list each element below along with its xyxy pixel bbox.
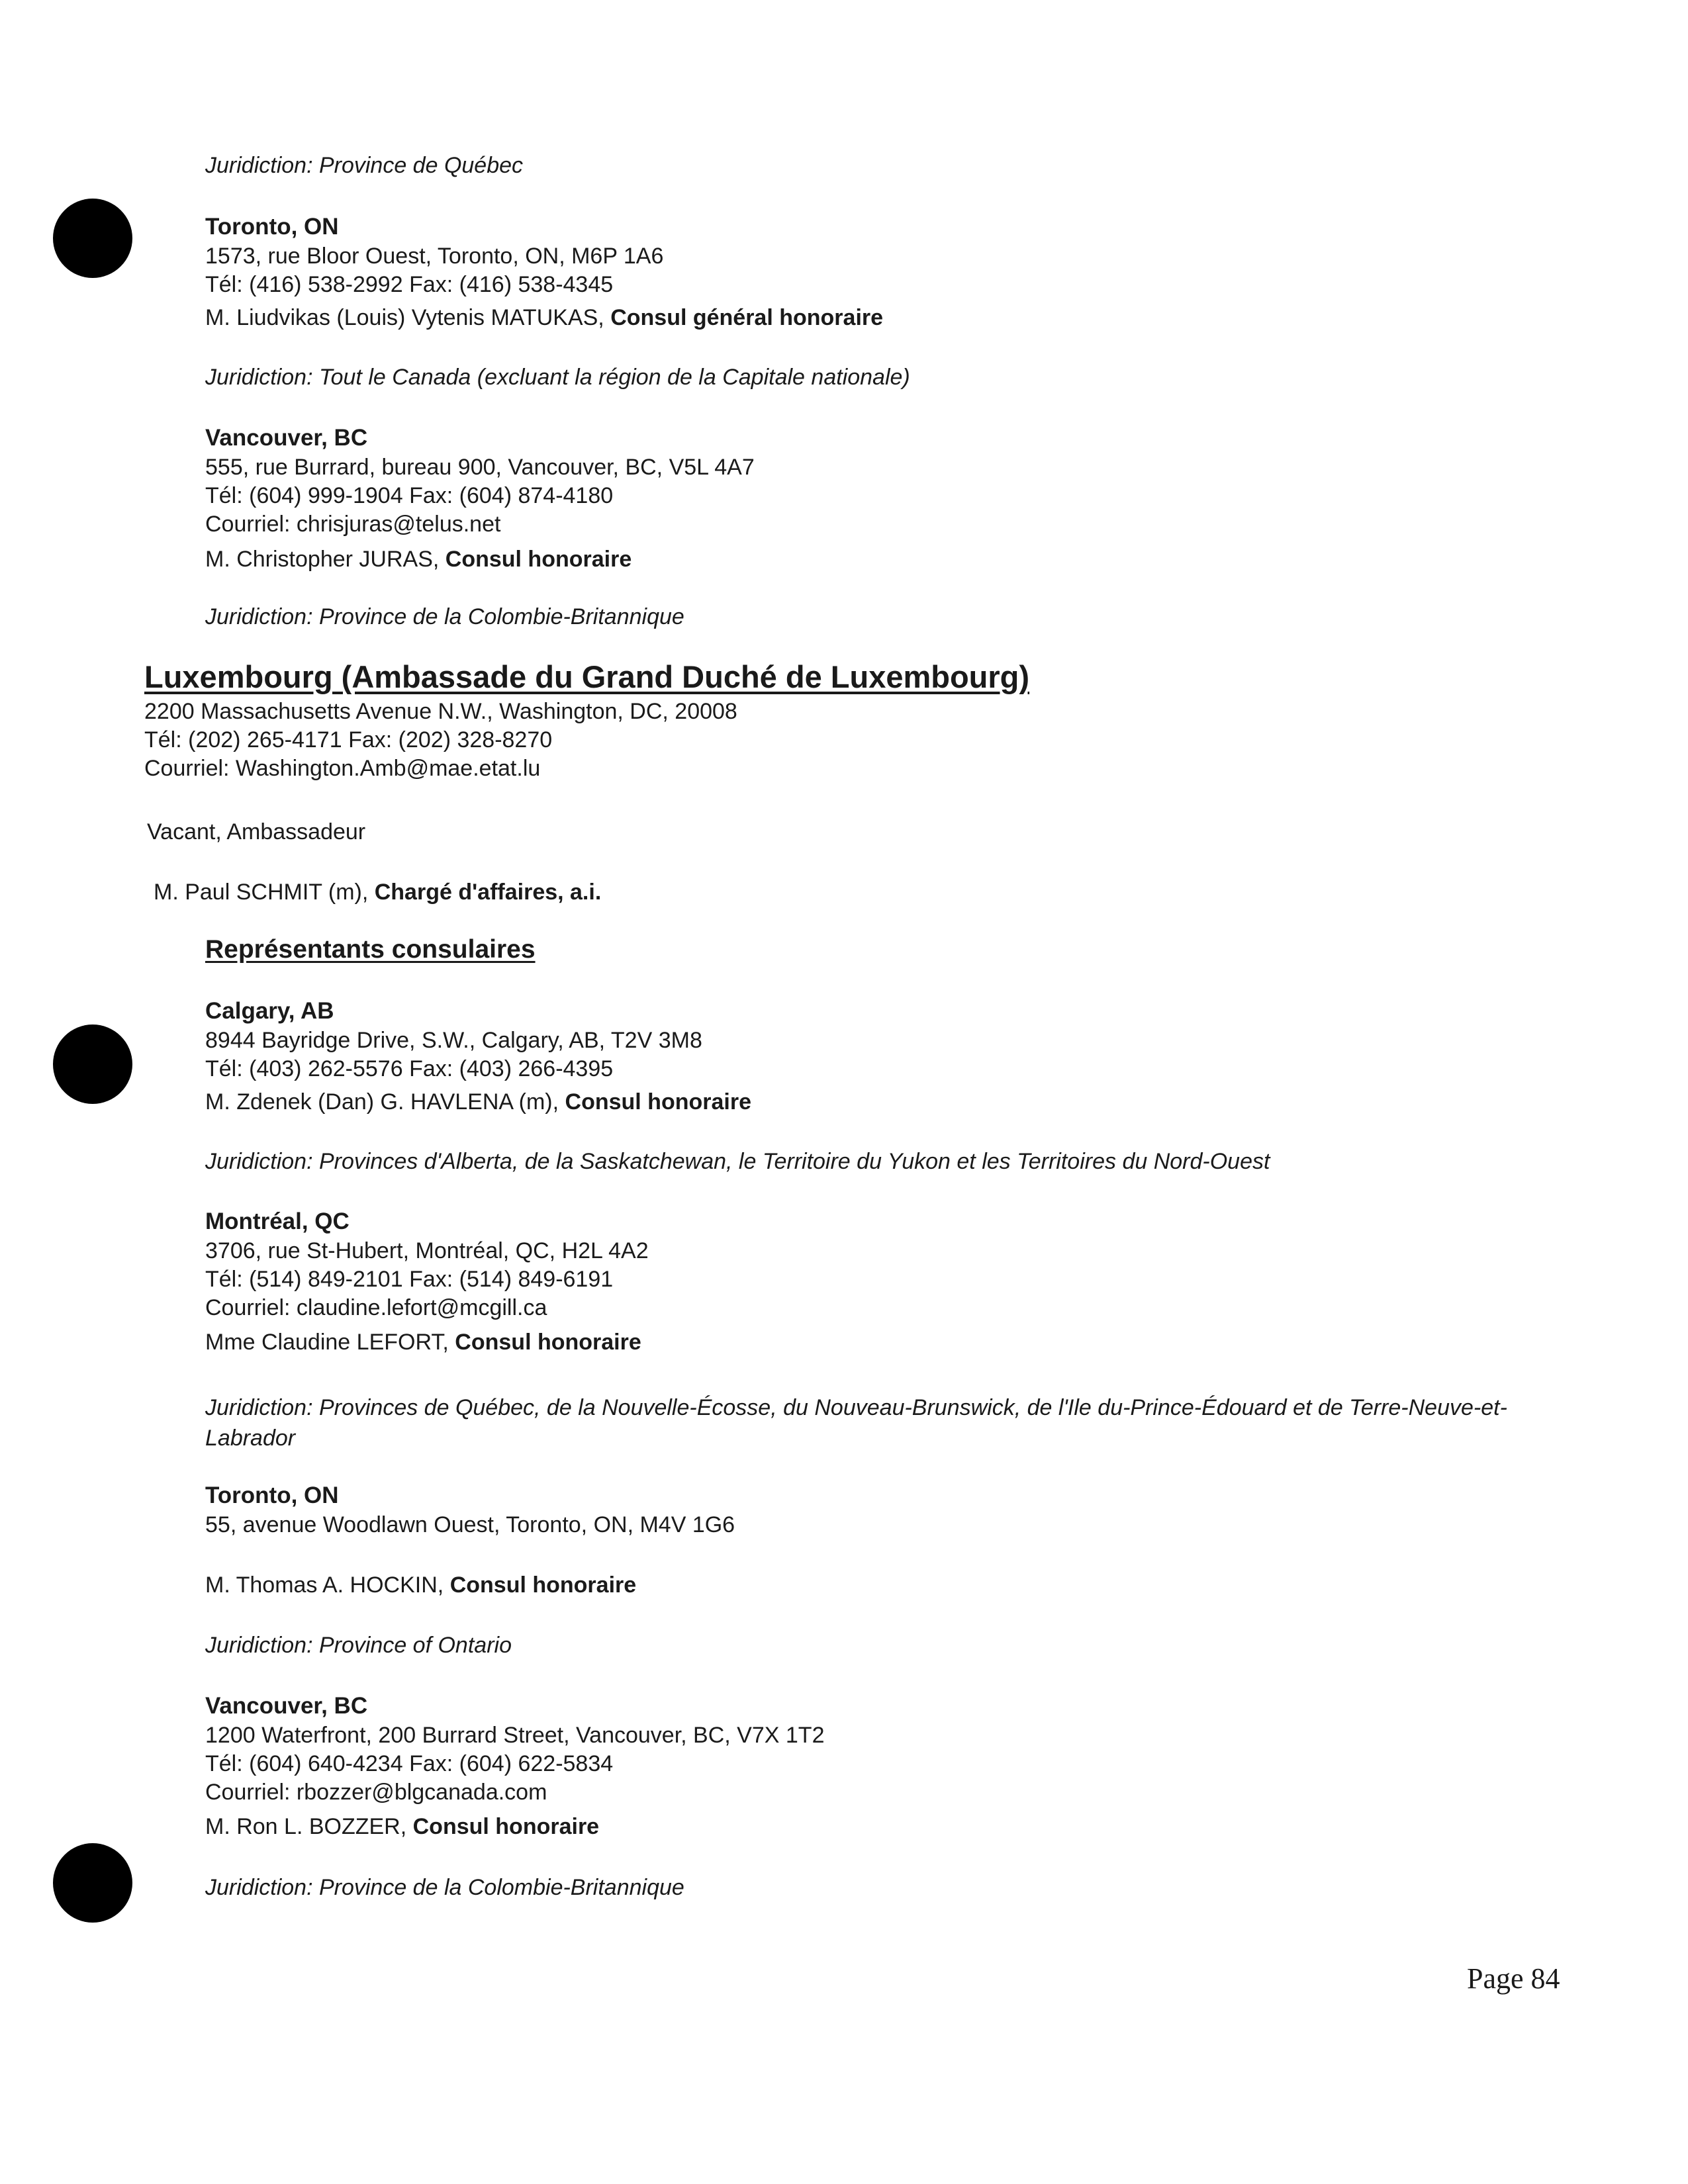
consul-montreal: [205, 1329, 641, 1355]
person-name: M. Ron L. BOZZER,: [205, 1814, 413, 1839]
jurisdiction-vancouver-lux: Juridiction: Province de la Colombie-Britannique: [205, 1875, 684, 1900]
consul-toronto: [205, 304, 883, 331]
person-title: Chargé d'affaires, a.i.: [374, 880, 602, 905]
city-heading-vancouver-lux: Vancouver, BC: [205, 1693, 368, 1719]
person-title: Consul général honoraire: [610, 305, 884, 330]
person-title: Consul honoraire: [445, 547, 632, 572]
jurisdiction-toronto-lux: Juridiction: Province of Ontario: [205, 1633, 512, 1658]
consul-vancouver: [205, 546, 632, 572]
jurisdiction-toronto: Juridiction: Tout le Canada (excluant la région de la Capitale nationale): [205, 365, 910, 390]
email-vancouver-lux: Courriel: rbozzer@blgcanada.com: [205, 1780, 547, 1805]
jurisdiction-calgary: Juridiction: Provinces d'Alberta, de la Saskatchewan, le Territoire du Yukon et les Territoires du Nord-Ouest: [205, 1149, 1270, 1174]
person-name: M. Zdenek (Dan) G. HAVLENA (m),: [205, 1089, 565, 1115]
person-title: Consul honoraire: [565, 1089, 751, 1115]
embassy-address: 2200 Massachusetts Avenue N.W., Washington, DC, 20008: [144, 699, 737, 724]
phone-vancouver: Tél: (604) 999-1904 Fax: (604) 874-4180: [205, 483, 614, 508]
city-heading-vancouver: Vancouver, BC: [205, 425, 368, 451]
binder-hole-top: [53, 199, 132, 278]
ambassador-line: Vacant, Ambassadeur: [147, 819, 366, 844]
jurisdiction-vancouver: Juridiction: Province de la Colombie-Britannique: [205, 604, 684, 629]
phone-calgary: Tél: (403) 262-5576 Fax: (403) 266-4395: [205, 1056, 614, 1081]
consul-vancouver-lux: [205, 1813, 599, 1840]
address-vancouver: 555, rue Burrard, bureau 900, Vancouver, BC, V5L 4A7: [205, 455, 755, 480]
consul-toronto-lux: [205, 1572, 636, 1598]
phone-montreal: Tél: (514) 849-2101 Fax: (514) 849-6191: [205, 1267, 614, 1292]
address-toronto: 1573, rue Bloor Ouest, Toronto, ON, M6P 1A6: [205, 244, 664, 269]
person-name: Mme Claudine LEFORT,: [205, 1330, 455, 1355]
address-montreal: 3706, rue St-Hubert, Montréal, QC, H2L 4A2: [205, 1238, 649, 1263]
email-vancouver: Courriel: chrisjuras@telus.net: [205, 512, 501, 537]
consular-representatives-heading: Représentants consulaires: [205, 935, 536, 964]
binder-hole-middle: [53, 1024, 132, 1104]
person-title: Consul honoraire: [455, 1330, 641, 1355]
city-heading-calgary: Calgary, AB: [205, 998, 334, 1024]
binder-hole-bottom: [53, 1843, 132, 1923]
consul-calgary: [205, 1089, 751, 1115]
address-vancouver-lux: 1200 Waterfront, 200 Burrard Street, Vancouver, BC, V7X 1T2: [205, 1723, 825, 1748]
person-name: M. Thomas A. HOCKIN,: [205, 1572, 450, 1598]
person-name: M. Christopher JURAS,: [205, 547, 445, 572]
email-montreal: Courriel: claudine.lefort@mcgill.ca: [205, 1295, 547, 1320]
charge-affaires-line: [154, 879, 601, 905]
person-name: M. Liudvikas (Louis) Vytenis MATUKAS,: [205, 305, 611, 330]
jurisdiction-quebec: Juridiction: Province de Québec: [205, 153, 524, 178]
city-heading-toronto: Toronto, ON: [205, 214, 339, 240]
address-calgary: 8944 Bayridge Drive, S.W., Calgary, AB, T2V 3M8: [205, 1028, 702, 1053]
country-heading-luxembourg: Luxembourg (Ambassade du Grand Duché de Luxembourg): [144, 659, 1030, 694]
city-heading-montreal: Montréal, QC: [205, 1208, 350, 1234]
jurisdiction-montreal: Juridiction: Provinces de Québec, de la Nouvelle-Écosse, du Nouveau-Brunswick, de l'Ile du-Prince-Édouard et de Terre-Neuve-et-Labrador: [205, 1395, 1507, 1451]
person-title: Consul honoraire: [412, 1814, 600, 1839]
city-heading-toronto-lux: Toronto, ON: [205, 1482, 339, 1508]
person-name: M. Paul SCHMIT (m),: [154, 880, 375, 905]
phone-vancouver-lux: Tél: (604) 640-4234 Fax: (604) 622-5834: [205, 1751, 614, 1776]
address-toronto-lux: 55, avenue Woodlawn Ouest, Toronto, ON, M4V 1G6: [205, 1512, 735, 1537]
embassy-email: Courriel: Washington.Amb@mae.etat.lu: [144, 756, 541, 781]
page-number: Page 84: [1467, 1962, 1560, 1995]
person-title: Consul honoraire: [449, 1572, 637, 1598]
embassy-phone: Tél: (202) 265-4171 Fax: (202) 328-8270: [144, 727, 553, 752]
phone-toronto: Tél: (416) 538-2992 Fax: (416) 538-4345: [205, 272, 614, 297]
